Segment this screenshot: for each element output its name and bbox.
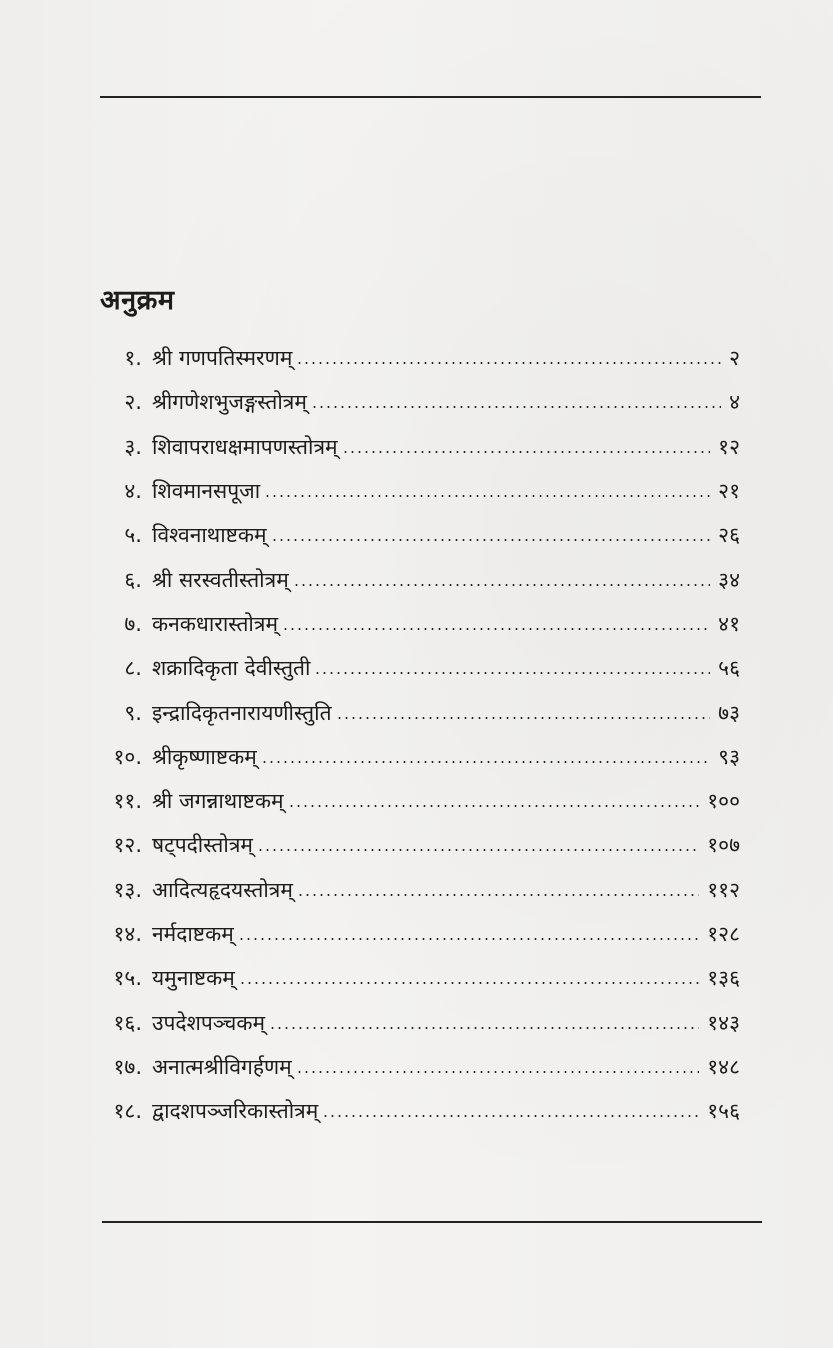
entry-title: यमुनाष्टकम् (152, 966, 235, 991)
toc-entry[interactable] (100, 646, 740, 690)
top-rule (100, 96, 761, 98)
entry-title: शिवमानसपूजा (152, 479, 261, 504)
entry-title: श्रीकृष्णाष्टकम् (152, 744, 257, 769)
entry-number: ३. (124, 434, 142, 459)
entry-title: द्वादशपञ्जरिकास्तोत्रम् (152, 1099, 319, 1124)
entry-number: १६. (113, 1010, 142, 1035)
toc-entry[interactable] (100, 557, 740, 601)
entry-page: १०७ (707, 833, 740, 858)
entry-number: १५. (113, 966, 142, 991)
entry-page: ३४ (718, 567, 740, 592)
toc-entry[interactable] (100, 956, 740, 1000)
bottom-rule (102, 1221, 762, 1223)
toc-entry[interactable] (100, 868, 740, 912)
table-of-contents (100, 336, 740, 1133)
entry-page: १४८ (707, 1054, 740, 1079)
entry-number: ५. (124, 523, 142, 548)
entry-page: २६ (718, 523, 740, 548)
toc-entry[interactable] (100, 1000, 740, 1044)
entry-number: ६. (124, 567, 142, 592)
dot-leader (314, 672, 710, 674)
dot-leader (282, 628, 710, 630)
entry-number: १७. (113, 1054, 142, 1079)
entry-title: इन्द्रादिकृतनारायणीस्तुति (152, 700, 332, 725)
entry-title: विश्वनाथाष्टकम् (152, 523, 267, 548)
toc-entry[interactable] (100, 336, 740, 380)
dot-leader (336, 717, 711, 719)
entry-number: २. (124, 390, 142, 415)
entry-page: ११२ (707, 877, 740, 902)
dot-leader (293, 584, 710, 586)
toc-entry[interactable] (100, 735, 740, 779)
dot-leader (342, 451, 711, 453)
toc-entry[interactable] (100, 823, 740, 867)
entry-number: १४. (113, 922, 142, 946)
entry-title: उपदेशपञ्चकम् (152, 1010, 266, 1035)
toc-entry[interactable] (100, 1089, 740, 1133)
dot-leader (311, 406, 721, 408)
toc-entry[interactable] (100, 1045, 740, 1089)
dot-leader (271, 539, 711, 541)
entry-title: अनात्मश्रीविगर्हणम् (152, 1054, 292, 1079)
entry-number: ९. (124, 700, 142, 725)
entry-page: १५६ (707, 1099, 740, 1124)
toc-entry[interactable] (100, 602, 740, 646)
entry-page: १२ (718, 434, 740, 459)
entry-number: १८. (113, 1099, 142, 1124)
toc-entry[interactable] (100, 690, 740, 734)
toc-entry[interactable] (100, 425, 740, 469)
entry-page: ५६ (718, 656, 740, 681)
entry-title: श्री जगन्नाथाष्टकम् (152, 789, 284, 814)
entry-page: ९३ (718, 744, 740, 769)
dot-leader (264, 495, 710, 497)
toc-entry[interactable] (100, 469, 740, 513)
dot-leader (239, 982, 699, 984)
entry-page: ७३ (718, 700, 740, 725)
entry-title: श्री गणपतिस्मरणम् (152, 346, 293, 371)
entry-title: षट्पदीस्तोत्रम् (152, 833, 253, 858)
entry-page: १३६ (707, 966, 740, 991)
entry-title: श्रीगणेशभुजङ्गस्तोत्रम् (152, 390, 307, 415)
entry-title: आदित्यहृदयस्तोत्रम् (152, 877, 293, 902)
dot-leader (296, 362, 721, 364)
entry-number: ४. (124, 479, 142, 504)
dot-leader (288, 805, 700, 807)
toc-entry[interactable] (100, 380, 740, 424)
entry-title: श्री सरस्वतीस्तोत्रम् (152, 567, 289, 592)
page-title: अनुक्रम (100, 285, 175, 316)
dot-leader (322, 1115, 699, 1117)
entry-title: नर्मदाष्टकम् (152, 922, 234, 946)
entry-page: २ (729, 346, 740, 371)
entry-number: ११. (113, 789, 142, 814)
dot-leader (296, 1071, 700, 1073)
entry-title: शक्रादिकृता देवीस्तुती (152, 656, 311, 681)
entry-number: ७. (124, 611, 142, 636)
entry-number: १०. (113, 744, 142, 769)
entry-title: शिवापराधक्षमापणस्तोत्रम् (152, 434, 338, 459)
entry-page: १४३ (707, 1010, 740, 1035)
dot-leader (238, 938, 699, 940)
dot-leader (257, 849, 699, 851)
entry-number: १२. (113, 833, 142, 858)
entry-page: १२८ (707, 922, 740, 946)
entry-page: १०० (707, 789, 740, 814)
toc-entry[interactable] (100, 779, 740, 823)
dot-leader (261, 761, 710, 763)
entry-number: १. (124, 346, 142, 371)
entry-number: ८. (124, 656, 142, 681)
toc-entry[interactable] (100, 513, 740, 557)
entry-page: ४ (729, 390, 740, 415)
entry-number: १३. (113, 877, 142, 902)
dot-leader (297, 894, 699, 896)
dot-leader (269, 1027, 699, 1029)
toc-entry[interactable] (100, 912, 740, 956)
entry-title: कनकधारास्तोत्रम् (152, 611, 279, 636)
entry-page: २१ (718, 479, 740, 504)
entry-page: ४१ (718, 611, 740, 636)
